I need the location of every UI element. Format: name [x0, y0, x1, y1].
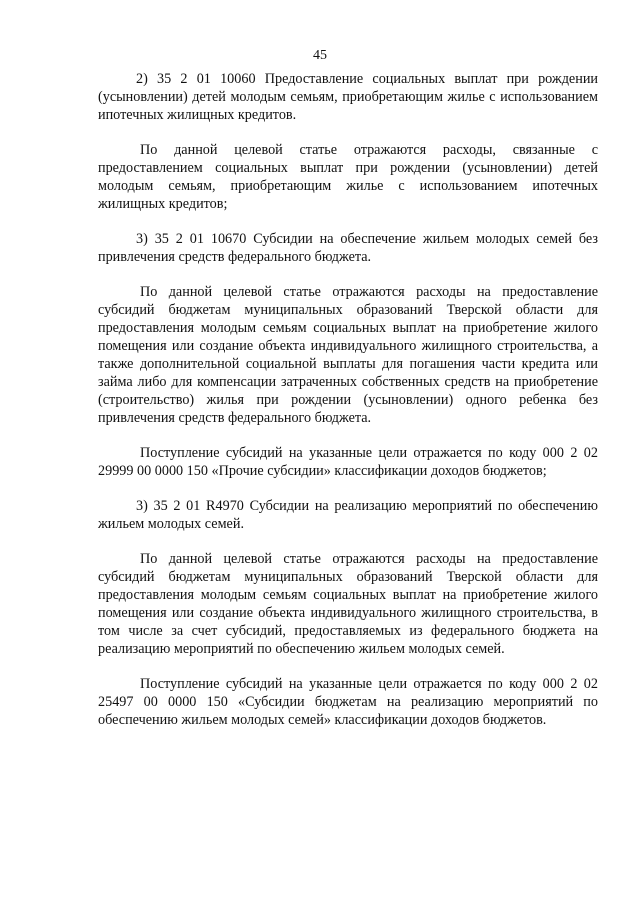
revenue-code-paragraph-young-families: Поступление субсидий на указанные цели отражается по коду 000 2 02 25497 00 0000 150 «Субсидии бюджетам на реализацию мероприятий по обеспечению жильем молодых семей» классификации доходов бюджетов.	[98, 676, 598, 728]
document-body	[98, 70, 598, 729]
page-number: 45	[313, 48, 327, 63]
item-description-subsidies-federal: По данной целевой статье отражаются расходы на предоставление субсидий бюджетам муниципальных образований Тверской области для предоставления молодым семьям социальных выплат на приобретение жилого помещения или создание объекта индивидуального жилищного строительства, в том числе за счет субсидий, предоставляемых из федерального бюджета на реализацию мероприятий по обеспечению жильем молодых семей.	[98, 551, 598, 657]
item-heading-subsidies-regional: 3) 35 2 01 10670 Субсидии на обеспечение жильем молодых семей без привлечения средств федерального бюджета.	[98, 231, 598, 265]
item-description-subsidies-regional: По данной целевой статье отражаются расходы на предоставление субсидий бюджетам муниципальных образований Тверской области для предоставления молодым семьям социальных выплат на приобретение жилого помещения или создание объекта индивидуального жилищного строительства, а также дополнительной социальной выплаты для погашения части кредита или займа либо для компенсации затраченных собственных средств на приобретение (строительство) жилья при рождении (усыновлении) одного ребенка без привлечения средств федерального бюджета.	[98, 284, 598, 426]
item-description-social-payments: По данной целевой статье отражаются расходы, связанные с предоставлением социальных выплат при рождении (усыновлении) детей молодым семьям, приобретающим жилье с использованием ипотечных жилищных кредитов;	[98, 142, 598, 212]
item-heading-subsidies-federal: 3) 35 2 01 R4970 Субсидии на реализацию мероприятий по обеспечению жильем молодых семей.	[98, 498, 598, 532]
revenue-code-paragraph-other-subsidies: Поступление субсидий на указанные цели отражается по коду 000 2 02 29999 00 0000 150 «Прочие субсидии» классификации доходов бюджетов;	[98, 445, 598, 479]
item-heading-social-payments: 2) 35 2 01 10060 Предоставление социальных выплат при рождении (усыновлении) детей молодым семьям, приобретающим жилье с использованием ипотечных жилищных кредитов.	[98, 71, 598, 123]
